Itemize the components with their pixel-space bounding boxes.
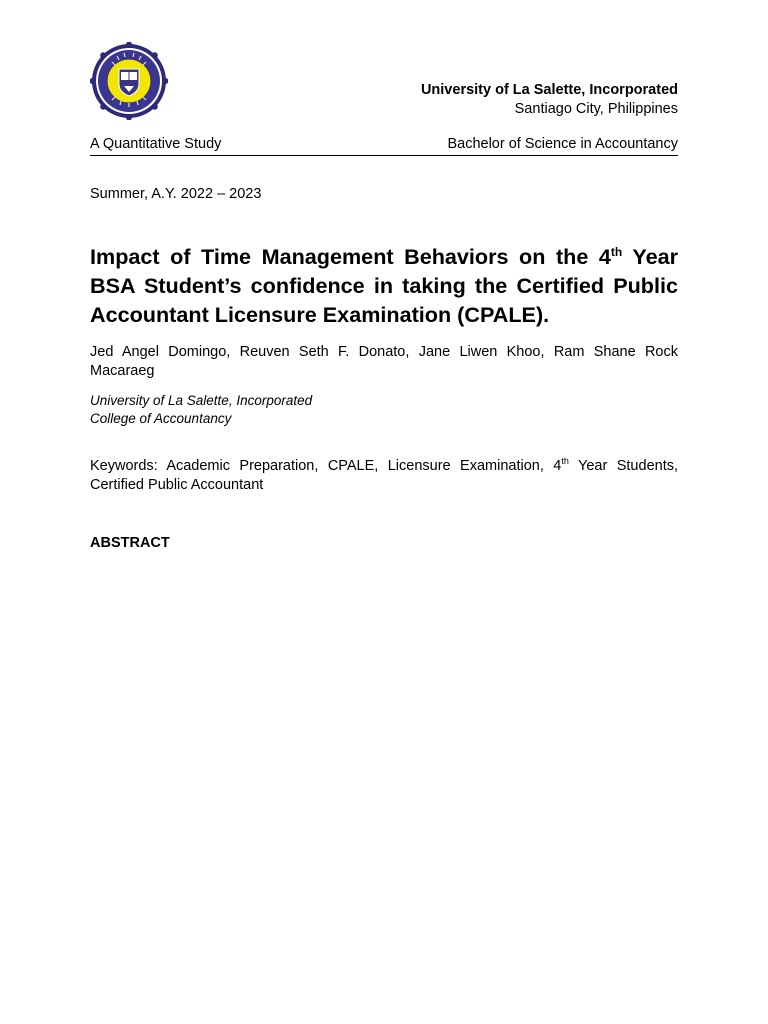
abstract-heading: ABSTRACT [90, 535, 170, 551]
title-part-2: Year BSA Student’s confidence in taking the Certified Public Accountant Licensure Examination (CPALE). [90, 244, 678, 327]
letterhead [90, 42, 678, 122]
institution-name: University of La Salette, Incorporated [420, 82, 678, 98]
paper-title [90, 242, 678, 329]
institution-block [421, 81, 678, 119]
affiliation-institution: University of La Salette, Incorporated [90, 393, 313, 408]
keywords-part-2: Year Students, Certified Public Accountant [90, 458, 679, 493]
academic-term: Summer, A.Y. 2022 – 2023 [90, 186, 262, 202]
author-list: Jed Angel Domingo, Reuven Seth F. Donato, Jane Liwen Khoo, Ram Shane Rock Macaraeg [90, 344, 678, 379]
study-meta-row [90, 136, 678, 156]
title-part-1: Impact of Time Management Behaviors on the 4 [90, 244, 611, 269]
university-seal-icon [90, 42, 168, 120]
keywords-part-1: Keywords: Academic Preparation, CPALE, Licensure Examination, 4 [90, 458, 562, 474]
document-page [90, 0, 678, 1024]
affiliation [90, 392, 312, 428]
title-superscript: th [610, 245, 623, 259]
study-type: A Quantitative Study [90, 136, 222, 152]
affiliation-college: College of Accountancy [90, 411, 232, 426]
institution-location: Santiago City, Philippines [514, 101, 678, 117]
program-name: Bachelor of Science in Accountancy [447, 136, 678, 152]
keywords [90, 457, 678, 495]
keywords-superscript: th [561, 456, 569, 466]
